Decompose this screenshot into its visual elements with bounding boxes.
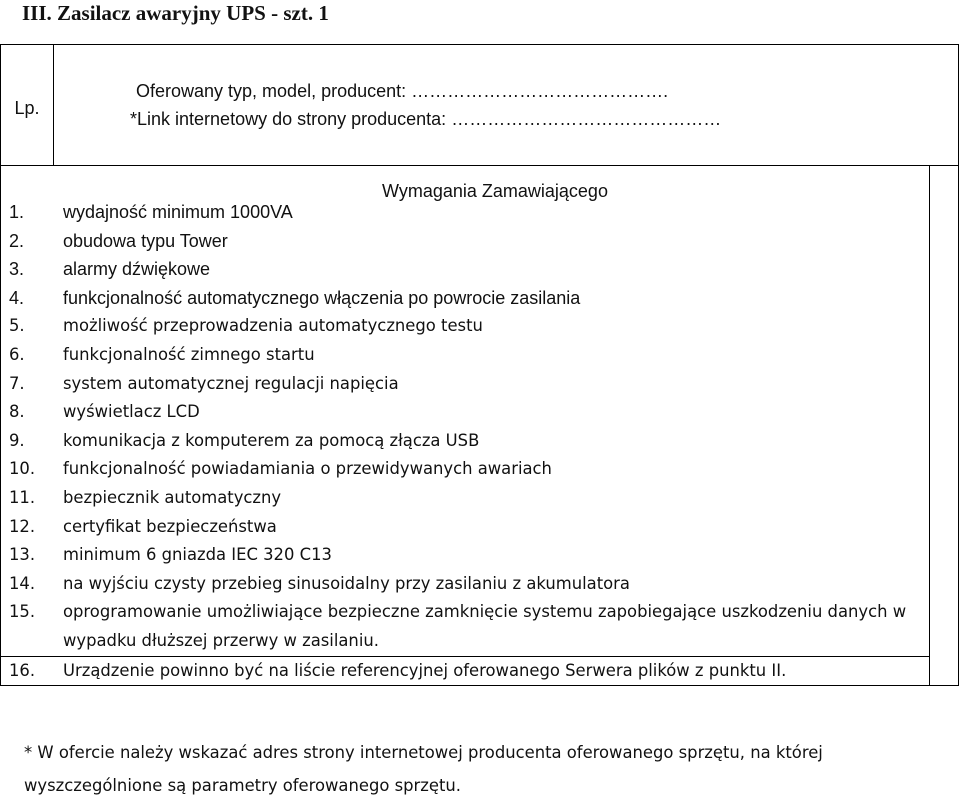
list-item xyxy=(1,312,929,341)
item-text: możliwość przeprowadzenia automatycznego testu xyxy=(63,316,483,336)
list-item xyxy=(1,455,929,484)
item-text: funkcjonalność zimnego startu xyxy=(63,344,315,364)
item-text: na wyjściu czysty przebieg sinusoidalny przy zasilaniu z akumulatora xyxy=(63,573,630,593)
requirements-header-row xyxy=(1,166,959,199)
item-text: obudowa typu Tower xyxy=(63,230,228,251)
item-text: komunikacja z komputerem za pomocą złącza USB xyxy=(63,430,480,450)
offer-header-row xyxy=(1,45,959,166)
requirements-header: Wymagania Zamawiającego xyxy=(382,181,608,201)
manufacturer-link-line: *Link internetowy do strony producenta: ……………………………………… xyxy=(130,109,722,129)
item-number: 1. xyxy=(9,202,25,222)
item-text: alarmy dźwiękowe xyxy=(63,259,211,280)
list-item xyxy=(1,398,929,427)
item-number: 7. xyxy=(9,373,25,393)
list-item xyxy=(1,427,929,456)
requirements-list xyxy=(1,198,929,685)
requirements-header-cell xyxy=(1,166,930,199)
list-item xyxy=(1,656,929,686)
item-number: 14. xyxy=(9,573,36,593)
answer-column-cell xyxy=(930,166,959,686)
item-text: Urządzenie powinno być na liście referencyjnej oferowanego Serwera plików z punktu II. xyxy=(63,660,787,680)
item-number: 4. xyxy=(9,287,25,308)
item-number: 11. xyxy=(9,487,36,507)
list-item xyxy=(1,255,929,284)
item-number: 6. xyxy=(9,344,25,364)
list-item xyxy=(1,513,929,542)
item-text: funkcjonalność powiadamiania o przewidywanych awariach xyxy=(63,459,552,479)
item-number: 9. xyxy=(9,430,25,450)
item-number: 16. xyxy=(9,660,36,680)
list-item xyxy=(1,198,929,227)
offered-model-line: Oferowany typ, model, producent: ……………………………………. xyxy=(136,81,669,101)
item-text: wyświetlacz LCD xyxy=(63,402,200,422)
footnote: * W ofercie należy wskazać adres strony internetowej producenta oferowanego sprzętu, na której wyszczególnione są parametry oferowanego sprzętu. xyxy=(24,743,823,795)
item-number: 12. xyxy=(9,516,36,536)
list-item xyxy=(1,227,929,256)
item-text: minimum 6 gniazda IEC 320 C13 xyxy=(63,545,332,565)
list-item xyxy=(1,570,929,599)
offer-cell xyxy=(54,45,959,166)
page-title: III. Zasilacz awaryjny UPS - szt. 1 xyxy=(22,1,329,25)
item-number: 5. xyxy=(9,316,25,336)
item-number: 2. xyxy=(9,230,25,251)
item-number: 8. xyxy=(9,402,25,422)
list-item xyxy=(1,541,929,570)
item-text: system automatycznej regulacji napięcia xyxy=(63,373,399,393)
item-text: funkcjonalność automatycznego włączenia po powrocie zasilania xyxy=(63,287,581,308)
item-number: 15. xyxy=(9,602,36,622)
item-text: certyfikat bezpieczeństwa xyxy=(63,516,277,536)
requirements-body-row xyxy=(1,198,959,686)
lp-header-cell xyxy=(1,45,54,166)
item-text: oprogramowanie umożliwiające bezpieczne zamknięcie systemu zapobiegające uszkodzeniu danych w wypadku dłuższej przerwy w zasilaniu. xyxy=(63,602,907,650)
item-number: 13. xyxy=(9,545,36,565)
lp-label: Lp. xyxy=(14,97,40,118)
item-number: 10. xyxy=(9,459,36,479)
list-item xyxy=(1,284,929,313)
item-text: bezpiecznik automatyczny xyxy=(63,487,282,507)
list-item xyxy=(1,598,929,655)
item-text: wydajność minimum 1000VA xyxy=(63,202,293,222)
specification-table xyxy=(0,44,959,686)
list-item xyxy=(1,370,929,399)
requirements-list-cell xyxy=(1,198,930,686)
list-item xyxy=(1,341,929,370)
list-item xyxy=(1,484,929,513)
item-number: 3. xyxy=(9,259,25,280)
